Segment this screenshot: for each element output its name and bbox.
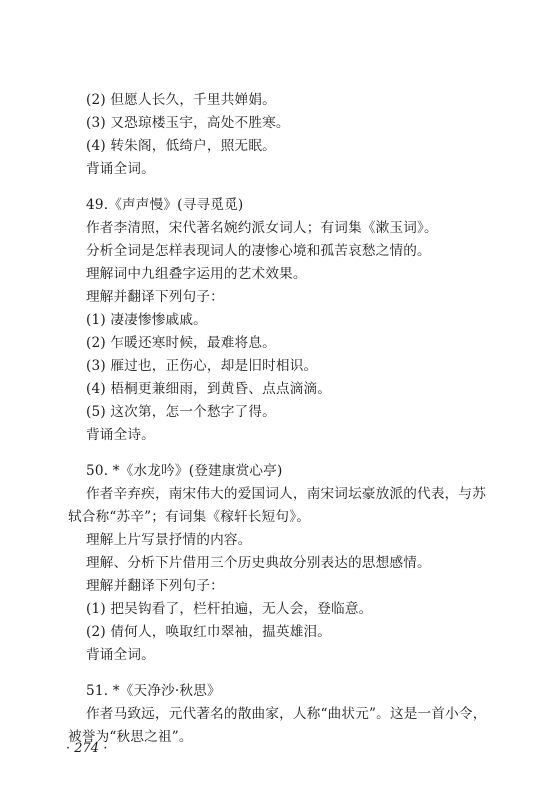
- sentence-item: (4) 梧桐更兼细雨，到黄昏、点点滴滴。: [86, 381, 332, 397]
- sentence-item: (1) 把吴钩看了，栏杆拍遍，无人会，登临意。: [86, 601, 373, 617]
- instruction-line: 理解上片写景抒情的内容。: [86, 532, 252, 548]
- instruction-line: 理解并翻译下列句子：: [86, 578, 224, 594]
- page-number: · 274 ·: [66, 741, 108, 756]
- sentence-item: (4) 转朱阁，低绮户，照无眠。: [86, 138, 276, 154]
- instruction-line: 背诵全词。: [86, 161, 155, 177]
- section-heading-51: 51. *《天净沙·秋思》: [86, 683, 221, 699]
- instruction-line: 背诵全词。: [86, 647, 155, 663]
- instruction-line: 分析全词是怎样表现词人的凄惨心境和孤苦哀愁之情的。: [86, 243, 431, 259]
- sentence-item: (2) 倩何人，唤取红巾翠袖，揾英雄泪。: [86, 624, 332, 640]
- sentence-item: (2) 乍暖还寒时候，最难将息。: [86, 335, 276, 351]
- instruction-line: 理解并翻译下列句子：: [86, 289, 224, 305]
- author-intro-continued: 轼合称“苏辛”；有词集《稼轩长短句》。: [68, 509, 310, 525]
- sentence-item: (3) 雁过也，正伤心，却是旧时相识。: [86, 358, 318, 374]
- section-heading-50: 50. *《水龙吟》(登建康赏心亭): [86, 463, 283, 479]
- instruction-line: 背诵全诗。: [86, 427, 155, 443]
- sentence-item: (2) 但愿人长久，千里共婵娟。: [86, 92, 276, 108]
- sentence-item: (3) 又恐琼楼玉宇，高处不胜寒。: [86, 115, 290, 131]
- instruction-line: 理解词中九组叠字运用的艺术效果。: [86, 266, 307, 282]
- author-intro: 作者辛弃疾，南宋伟大的爱国词人，南宋词坛豪放派的代表，与苏: [86, 486, 487, 502]
- section-heading-49: 49.《声声慢》(寻寻觅觅): [86, 197, 244, 213]
- author-intro-continued: 被誉为“秋思之祖”。: [68, 729, 193, 745]
- author-intro: 作者李清照，宋代著名婉约派女词人；有词集《漱玉词》。: [86, 220, 438, 236]
- sentence-item: (5) 这次第，怎一个愁字了得。: [86, 404, 276, 420]
- sentence-item: (1) 凄凄惨惨戚戚。: [86, 312, 207, 328]
- instruction-line: 理解、分析下片借用三个历史典故分别表达的思想感情。: [86, 555, 431, 571]
- author-intro: 作者马致远，元代著名的散曲家，人称“曲状元”。这是一首小令，: [86, 706, 487, 722]
